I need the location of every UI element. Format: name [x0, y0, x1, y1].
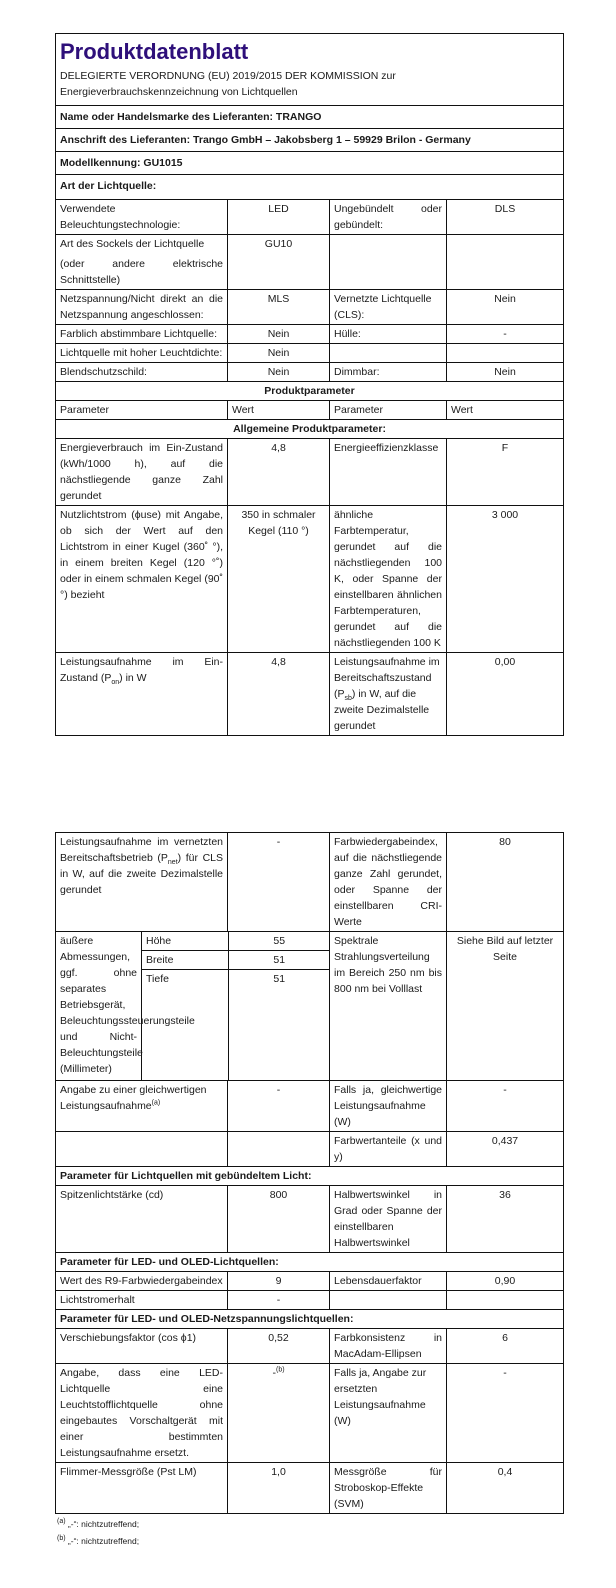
- param-value: 1,0: [228, 1463, 330, 1514]
- param-label: Falls ja, gleichwertige Leistungsaufnahme (W): [330, 1081, 447, 1132]
- param-value: 0,00: [447, 653, 564, 736]
- section-heading-general: Allgemeine Produktparameter:: [56, 420, 564, 439]
- dimension-name: Breite: [142, 951, 228, 970]
- param-label: Lichtquelle mit hoher Leuchtdichte:: [56, 344, 228, 363]
- section-heading-mains: Parameter für LED- und OLED-Netzspannungslichtquellen:: [56, 1310, 564, 1329]
- param-value: Nein: [228, 344, 330, 363]
- regulation-line-1: DELEGIERTE VERORDNUNG (EU) 2019/2015 DER KOMMISSION zur: [60, 70, 396, 82]
- param-label: Angabe, dass eine LED-Lichtquelle eine Leuchtstofflichtquelle ohne eingebautes Vorschaltgerät mit einer bestimmten Leistungsaufnahme ersetzt.: [56, 1364, 228, 1463]
- param-label: Blendschutzschild:: [56, 363, 228, 382]
- param-label: [330, 235, 447, 290]
- light-source-type-heading: Art der Lichtquelle:: [56, 175, 564, 200]
- datasheet-page-2: [55, 832, 563, 1550]
- table-row: [56, 325, 564, 344]
- section-heading-led: Parameter für LED- und OLED-Lichtquellen:: [56, 1253, 564, 1272]
- column-header-row: [56, 401, 564, 420]
- param-value: [447, 1291, 564, 1310]
- table-row: [56, 235, 564, 290]
- param-value: Siehe Bild auf letzter Seite: [447, 932, 564, 1081]
- model-identifier: Modellkennung: GU1015: [56, 152, 564, 175]
- param-label: Lichtstromerhalt: [56, 1291, 228, 1310]
- param-value: [228, 1132, 330, 1167]
- param-label: Leistungsaufnahme im Bereitschaftszustand $(P_{sb})$ in W, auf die zweite Dezimalstelle gerundet: [330, 653, 447, 736]
- param-label: Halbwertswinkel in Grad oder Spanne der einstellbaren Halbwertswinkel: [330, 1186, 447, 1253]
- header-table: [55, 33, 564, 736]
- param-label: Dimmbar:: [330, 363, 447, 382]
- table-row: [56, 1186, 564, 1253]
- dimensions-label: äußere Abmessungen, ggf. ohne separates Betriebsgerät, Beleuchtungssteuerungsteile und Nicht-Beleuchtungsteile (Millimeter): [56, 932, 142, 1081]
- param-value: -: [228, 1291, 330, 1310]
- column-header: Wert: [447, 401, 564, 420]
- section-heading-product-parameters: Produktparameter: [56, 382, 564, 401]
- param-label: Hülle:: [330, 325, 447, 344]
- param-value: F: [447, 439, 564, 506]
- dimension-name: Höhe: [142, 932, 228, 951]
- param-label: Energieverbrauch im Ein-Zustand (kWh/1000 h), auf die nächstliegende ganze Zahl gerundet: [56, 439, 228, 506]
- footnote-a: $^{(a)}$ „-“: nichtzutreffend;: [57, 1518, 140, 1529]
- param-value: -: [228, 1081, 330, 1132]
- regulation-line-2: Energieverbrauchskennzeichnung von Lichtquellen: [60, 86, 298, 98]
- table-row: [56, 439, 564, 506]
- table-row: [56, 200, 564, 235]
- param-value: 350 in schmaler Kegel (110 °): [228, 506, 330, 653]
- param-value: Nein: [228, 325, 330, 344]
- param-label: Farbkonsistenz in MacAdam-Ellipsen: [330, 1329, 447, 1364]
- param-value: -: [447, 1364, 564, 1463]
- table-row: [56, 653, 564, 736]
- param-value: -$^{(b)}$: [228, 1364, 330, 1463]
- param-label: Leistungsaufnahme im vernetzten Bereitschaftsbetrieb $(P_{net})$ für CLS in W, auf die zweite Dezimalstelle gerundet: [56, 833, 228, 932]
- table-row: [56, 833, 564, 932]
- param-value: 0,4: [447, 1463, 564, 1514]
- page-title: Produktdatenblatt: [60, 39, 249, 64]
- param-label: [330, 344, 447, 363]
- dimensions-row: [56, 932, 564, 1081]
- param-label: Messgröße für Stroboskop-Effekte (SVM): [330, 1463, 447, 1514]
- table-row: [56, 363, 564, 382]
- param-label: Verwendete Beleuchtungstechnologie:: [56, 200, 228, 235]
- param-label: Angabe zu einer gleichwertigen Leistungsaufnahme$^{(a)}$: [56, 1081, 228, 1132]
- param-label: [56, 1132, 228, 1167]
- param-label: Netzspannung/Nicht direkt an die Netzspannung angeschlossen:: [56, 290, 228, 325]
- param-label: Spektrale Strahlungsverteilung im Bereich 250 nm bis 800 nm bei Volllast: [330, 932, 447, 1081]
- table-row: [56, 1291, 564, 1310]
- param-value: 4,8: [228, 653, 330, 736]
- param-label: Ungebündelt oder gebündelt:: [330, 200, 447, 235]
- param-value: 80: [447, 833, 564, 932]
- param-label: Nutzlichtstrom (ϕuse) mit Angabe, ob sich der Wert auf den Lichtstrom in einer Kugel (360˚ °), in einem breiten Kegel (120 °˚) oder in einem schmalen Kegel (90˚ °) bezieht: [56, 506, 228, 653]
- param-value: -: [447, 1081, 564, 1132]
- table-row: [56, 1463, 564, 1514]
- param-value: Nein: [447, 363, 564, 382]
- dimension-value: 51: [228, 951, 330, 970]
- param-label: Farblich abstimmbare Lichtquelle:: [56, 325, 228, 344]
- param-value: LED: [228, 200, 330, 235]
- datasheet-page-1: [55, 33, 563, 736]
- param-value: 36: [447, 1186, 564, 1253]
- param-label: Verschiebungsfaktor (cos ϕ1): [56, 1329, 228, 1364]
- param-value: 6: [447, 1329, 564, 1364]
- param-label: Falls ja, Angabe zur ersetzten Leistungsaufnahme (W): [330, 1364, 447, 1463]
- param-value: 0,90: [447, 1272, 564, 1291]
- table-row: [56, 344, 564, 363]
- param-label: Art des Sockels der Lichtquelle (oder andere elektrische Schnittstelle): [56, 235, 228, 290]
- param-value: 800: [228, 1186, 330, 1253]
- param-label: Spitzenlichtstärke (cd): [56, 1186, 228, 1253]
- column-header: Parameter: [56, 401, 228, 420]
- param-label: Lebensdauerfaktor: [330, 1272, 447, 1291]
- table-row: [56, 1329, 564, 1364]
- param-value: 0,437: [447, 1132, 564, 1167]
- param-label: Wert des R9-Farbwiedergabeindex: [56, 1272, 228, 1291]
- param-value: DLS: [447, 200, 564, 235]
- param-label: ähnliche Farbtemperatur, gerundet auf die nächstliegenden 100 K, oder Spanne der einstellbaren ähnlichen Farbtemperaturen, gerundet auf die nächstliegenden 100 K: [330, 506, 447, 653]
- table-row: [56, 1272, 564, 1291]
- dimension-name: Tiefe: [142, 970, 228, 1081]
- table-row: [56, 1081, 564, 1132]
- param-label: Farbwiedergabeindex, auf die nächstliegende ganze Zahl gerundet, oder Spanne der einstellbaren CRI-Werte: [330, 833, 447, 932]
- param-value: 9: [228, 1272, 330, 1291]
- dimensions-values: [142, 932, 330, 1081]
- param-value: -: [228, 833, 330, 932]
- param-label: Leistungsaufnahme im Ein-Zustand $(P_{on})$ in W: [56, 653, 228, 736]
- param-value: 4,8: [228, 439, 330, 506]
- params-table-continued: [55, 832, 564, 1514]
- param-label: [330, 1291, 447, 1310]
- param-value: -: [447, 325, 564, 344]
- title-cell: [56, 34, 564, 106]
- param-value: 0,52: [228, 1329, 330, 1364]
- table-row: [56, 1132, 564, 1167]
- supplier-address: Anschrift des Lieferanten: Trango GmbH – Jakobsberg 1 – 59929 Brilon - Germany: [56, 129, 564, 152]
- param-value: [447, 235, 564, 290]
- column-header: Wert: [228, 401, 330, 420]
- param-value: MLS: [228, 290, 330, 325]
- section-heading-directional: Parameter für Lichtquellen mit gebündeltem Licht:: [56, 1167, 564, 1186]
- param-value: 3 000: [447, 506, 564, 653]
- column-header: Parameter: [330, 401, 447, 420]
- param-label: Flimmer-Messgröße (Pst LM): [56, 1463, 228, 1514]
- param-label: Farbwertanteile (x und y): [330, 1132, 447, 1167]
- param-value: Nein: [447, 290, 564, 325]
- table-row: [56, 506, 564, 653]
- param-label: Vernetzte Lichtquelle (CLS):: [330, 290, 447, 325]
- table-row: [56, 1364, 564, 1463]
- dimension-value: 51: [273, 973, 286, 985]
- param-value: GU10: [228, 235, 330, 290]
- param-value: [447, 344, 564, 363]
- param-label: Energieeffizienzklasse: [330, 439, 447, 506]
- dimension-value: 55: [228, 932, 330, 951]
- table-row: [56, 290, 564, 325]
- footnote-b: $^{(b)}$ „-“: nichtzutreffend;: [57, 1535, 140, 1546]
- supplier-name: Name oder Handelsmarke des Lieferanten: TRANGO: [56, 106, 564, 129]
- param-value: Nein: [228, 363, 330, 382]
